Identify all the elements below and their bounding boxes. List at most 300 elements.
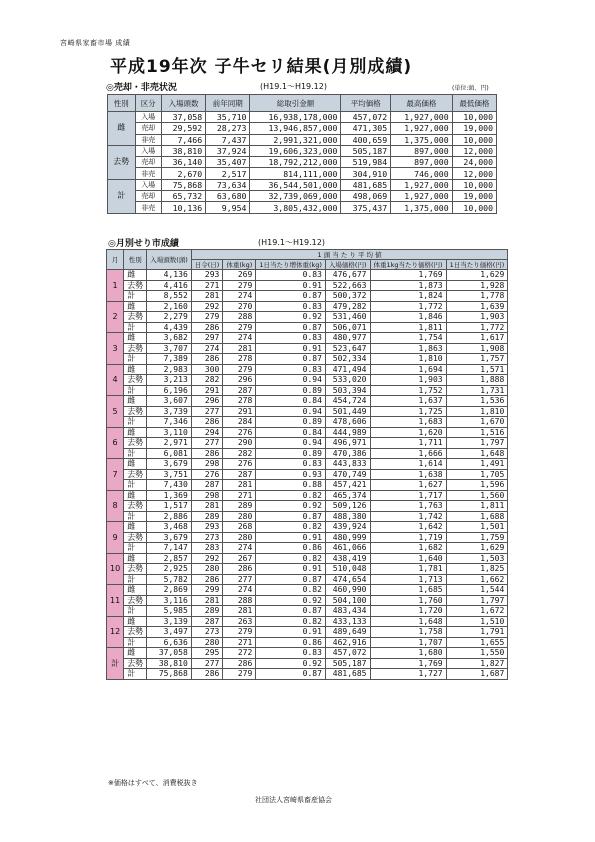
pkg-cell: 1,717 xyxy=(370,490,446,501)
col-total: 総取引金額 xyxy=(250,95,341,112)
heads-cell: 2,857 xyxy=(147,553,192,564)
pday-cell: 1,501 xyxy=(446,522,508,533)
table-row xyxy=(107,406,508,417)
pday-cell: 1,811 xyxy=(446,501,508,512)
avg-cell: 505,187 xyxy=(341,145,391,156)
heads-cell: 75,868 xyxy=(147,669,192,680)
age-cell: 298 xyxy=(191,459,223,470)
price-cell: 522,663 xyxy=(325,280,370,291)
heads-cell: 3,679 xyxy=(147,459,192,470)
sex-cell: 雌 xyxy=(124,490,147,501)
weight-cell: 274 xyxy=(223,543,256,554)
pkg-cell: 1,713 xyxy=(370,574,446,585)
section2-period: (H19.1〜H19.12) xyxy=(258,238,325,247)
table-row xyxy=(107,301,508,312)
weight-cell: 286 xyxy=(223,658,256,669)
heads-cell: 7,389 xyxy=(147,354,192,365)
weight-cell: 274 xyxy=(223,291,256,302)
gain-cell: 0.86 xyxy=(256,637,326,648)
pkg-cell: 1,719 xyxy=(370,532,446,543)
pday-cell: 1,639 xyxy=(446,301,508,312)
gain-cell: 0.82 xyxy=(256,553,326,564)
heads-cell: 3,751 xyxy=(147,469,192,480)
pkg-cell: 1,760 xyxy=(370,595,446,606)
prev-cell: 7,437 xyxy=(206,134,250,145)
min-cell: 10,000 xyxy=(452,134,496,145)
table-header-row xyxy=(108,95,497,112)
heads-cell: 7,466 xyxy=(161,134,205,145)
pday-cell: 1,687 xyxy=(446,669,508,680)
sex-cell: 計 xyxy=(124,291,147,302)
pday-cell: 1,731 xyxy=(446,385,508,396)
weight-cell: 279 xyxy=(223,280,256,291)
sex-cell: 雌 xyxy=(124,648,147,659)
table-row xyxy=(107,490,508,501)
pday-cell: 1,655 xyxy=(446,637,508,648)
weight-cell: 274 xyxy=(223,585,256,596)
heads-cell: 37,058 xyxy=(161,112,205,123)
table-row xyxy=(107,448,508,459)
prev-cell: 37,924 xyxy=(206,145,250,156)
sex-cell: 雌 xyxy=(124,301,147,312)
age-cell: 279 xyxy=(191,312,223,323)
section1-period: (H19.1〜H19.12) xyxy=(260,82,327,91)
weight-cell: 289 xyxy=(223,501,256,512)
pkg-cell: 1,711 xyxy=(370,438,446,449)
heads-cell: 5,985 xyxy=(147,606,192,617)
total-cell: 16,938,178,000 xyxy=(250,112,341,123)
avg-cell: 481,685 xyxy=(341,179,391,190)
weight-cell: 281 xyxy=(223,343,256,354)
pkg-cell: 1,682 xyxy=(370,543,446,554)
month-cell: 1 xyxy=(107,270,124,302)
table-row xyxy=(107,522,508,533)
pkg-cell: 1,769 xyxy=(370,270,446,281)
heads-cell: 2,670 xyxy=(161,168,205,179)
gain-cell: 0.87 xyxy=(256,291,326,302)
footnote: ※価格はすべて、消費税抜き xyxy=(108,779,198,787)
price-cell: 531,460 xyxy=(325,312,370,323)
min-cell: 12,000 xyxy=(452,145,496,156)
month-cell: 3 xyxy=(107,333,124,365)
price-cell: 504,100 xyxy=(325,595,370,606)
pday-cell: 1,516 xyxy=(446,427,508,438)
avg-cell: 498,069 xyxy=(341,191,391,202)
weight-cell: 280 xyxy=(223,511,256,522)
pkg-cell: 1,758 xyxy=(370,627,446,638)
age-cell: 291 xyxy=(191,385,223,396)
sex-cell: 計 xyxy=(124,543,147,554)
sales-status-table xyxy=(107,94,497,214)
gain-cell: 0.91 xyxy=(256,280,326,291)
total-cell: 3,805,432,000 xyxy=(250,202,341,213)
sex-cell: 去勢 xyxy=(124,595,147,606)
sex-cell: 計 xyxy=(124,511,147,522)
gain-cell: 0.92 xyxy=(256,658,326,669)
sex-cell: 去勢 xyxy=(124,627,147,638)
section2-heading: ◎月別せり市成績 xyxy=(108,239,179,249)
price-cell: 488,380 xyxy=(325,511,370,522)
heads-cell: 38,810 xyxy=(147,658,192,669)
table-row xyxy=(107,417,508,428)
heads-cell: 8,552 xyxy=(147,291,192,302)
pday-cell: 1,629 xyxy=(446,543,508,554)
weight-cell: 290 xyxy=(223,438,256,449)
table-row xyxy=(108,157,497,168)
pday-cell: 1,797 xyxy=(446,595,508,606)
age-cell: 293 xyxy=(191,270,223,281)
pday-cell: 1,629 xyxy=(446,270,508,281)
pkg-cell: 1,810 xyxy=(370,354,446,365)
pkg-cell: 1,769 xyxy=(370,658,446,669)
sex-cell: 雌 xyxy=(124,522,147,533)
age-cell: 299 xyxy=(191,585,223,596)
sex-cell: 雌 xyxy=(124,333,147,344)
pkg-cell: 1,903 xyxy=(370,375,446,386)
max-cell: 897,000 xyxy=(391,157,453,168)
age-cell: 286 xyxy=(191,354,223,365)
age-cell: 297 xyxy=(191,333,223,344)
weight-cell: 288 xyxy=(223,312,256,323)
table-row xyxy=(108,123,497,134)
col-price: 入場価格(円) xyxy=(325,260,370,270)
month-cell: 計 xyxy=(107,648,124,680)
sex-cell: 雌 xyxy=(124,459,147,470)
age-cell: 276 xyxy=(191,469,223,480)
table-row xyxy=(107,637,508,648)
weight-cell: 269 xyxy=(223,270,256,281)
min-cell: 19,000 xyxy=(452,191,496,202)
age-cell: 277 xyxy=(191,658,223,669)
gain-cell: 0.86 xyxy=(256,543,326,554)
col-sex: 性別 xyxy=(124,250,147,270)
pday-cell: 1,825 xyxy=(446,564,508,575)
max-cell: 1,927,000 xyxy=(391,191,453,202)
table-row xyxy=(107,438,508,449)
heads-cell: 3,707 xyxy=(147,343,192,354)
heads-cell: 4,136 xyxy=(147,270,192,281)
heads-cell: 2,279 xyxy=(147,312,192,323)
weight-cell: 282 xyxy=(223,448,256,459)
pkg-cell: 1,754 xyxy=(370,333,446,344)
age-cell: 298 xyxy=(191,490,223,501)
monthly-auction-table xyxy=(106,249,508,680)
avg-cell: 375,437 xyxy=(341,202,391,213)
month-cell: 7 xyxy=(107,459,124,491)
age-cell: 286 xyxy=(191,669,223,680)
gain-cell: 0.83 xyxy=(256,364,326,375)
weight-cell: 272 xyxy=(223,648,256,659)
gain-cell: 0.83 xyxy=(256,459,326,470)
table-row xyxy=(107,574,508,585)
gain-cell: 0.91 xyxy=(256,343,326,354)
price-cell: 509,126 xyxy=(325,501,370,512)
prev-cell: 9,954 xyxy=(206,202,250,213)
age-cell: 292 xyxy=(191,301,223,312)
table-row xyxy=(107,270,508,281)
age-cell: 289 xyxy=(191,511,223,522)
age-cell: 273 xyxy=(191,627,223,638)
age-cell: 294 xyxy=(191,427,223,438)
pkg-cell: 1,727 xyxy=(370,669,446,680)
price-cell: 471,494 xyxy=(325,364,370,375)
table-row xyxy=(108,179,497,190)
page-title: 平成19年次 子牛セリ結果(月別成績) xyxy=(110,57,413,77)
price-cell: 470,386 xyxy=(325,448,370,459)
section1-heading: ◎売却・非売状況 xyxy=(106,83,177,93)
heads-cell: 3,139 xyxy=(147,616,192,627)
table-row xyxy=(107,280,508,291)
col-group-average: 1 頭 当 た り 平 均 値 xyxy=(191,250,508,260)
heads-cell: 2,971 xyxy=(147,438,192,449)
pday-cell: 1,503 xyxy=(446,553,508,564)
gain-cell: 0.84 xyxy=(256,427,326,438)
gain-cell: 0.87 xyxy=(256,574,326,585)
prev-cell: 35,407 xyxy=(206,157,250,168)
price-cell: 454,724 xyxy=(325,396,370,407)
table-row xyxy=(107,616,508,627)
max-cell: 746,000 xyxy=(391,168,453,179)
pkg-cell: 1,846 xyxy=(370,312,446,323)
table-row xyxy=(108,202,497,213)
pday-cell: 1,688 xyxy=(446,511,508,522)
age-cell: 293 xyxy=(191,522,223,533)
price-cell: 462,916 xyxy=(325,637,370,648)
pday-cell: 1,759 xyxy=(446,532,508,543)
kubun-cell: 入場 xyxy=(135,112,161,123)
age-cell: 286 xyxy=(191,448,223,459)
price-cell: 510,048 xyxy=(325,564,370,575)
heads-cell: 2,869 xyxy=(147,585,192,596)
prev-cell: 63,680 xyxy=(206,191,250,202)
prev-cell: 35,710 xyxy=(206,112,250,123)
heads-cell: 3,679 xyxy=(147,532,192,543)
price-cell: 503,394 xyxy=(325,385,370,396)
publisher: 社団法人宮崎県畜産協会 xyxy=(255,796,332,804)
table-row xyxy=(107,648,508,659)
pday-cell: 1,510 xyxy=(446,616,508,627)
max-cell: 1,927,000 xyxy=(391,112,453,123)
gain-cell: 0.83 xyxy=(256,648,326,659)
month-cell: 4 xyxy=(107,364,124,396)
sex-cell: 計 xyxy=(124,322,147,333)
min-cell: 24,000 xyxy=(452,157,496,168)
gain-cell: 0.83 xyxy=(256,333,326,344)
gain-cell: 0.82 xyxy=(256,490,326,501)
month-cell: 6 xyxy=(107,427,124,459)
heads-cell: 6,636 xyxy=(147,637,192,648)
pkg-cell: 1,614 xyxy=(370,459,446,470)
weight-cell: 276 xyxy=(223,427,256,438)
price-cell: 438,419 xyxy=(325,553,370,564)
sex-cell: 計 xyxy=(124,669,147,680)
col-gain: 1日当たり増体重(kg) xyxy=(256,260,326,270)
sex-cell: 雌 xyxy=(124,364,147,375)
pday-cell: 1,928 xyxy=(446,280,508,291)
age-cell: 287 xyxy=(191,480,223,491)
heads-cell: 3,497 xyxy=(147,627,192,638)
weight-cell: 286 xyxy=(223,564,256,575)
table-row xyxy=(107,322,508,333)
max-cell: 897,000 xyxy=(391,145,453,156)
gain-cell: 0.84 xyxy=(256,396,326,407)
table-row xyxy=(107,585,508,596)
price-cell: 481,685 xyxy=(325,669,370,680)
pkg-cell: 1,772 xyxy=(370,301,446,312)
weight-cell: 263 xyxy=(223,616,256,627)
heads-cell: 3,739 xyxy=(147,406,192,417)
sex-cell: 雌 xyxy=(124,585,147,596)
pkg-cell: 1,824 xyxy=(370,291,446,302)
month-cell: 10 xyxy=(107,553,124,585)
price-cell: 457,421 xyxy=(325,480,370,491)
age-cell: 271 xyxy=(191,280,223,291)
gain-cell: 0.83 xyxy=(256,270,326,281)
table-row xyxy=(107,553,508,564)
weight-cell: 291 xyxy=(223,406,256,417)
heads-cell: 29,592 xyxy=(161,123,205,134)
table-row xyxy=(108,168,497,179)
sex-cell: 去勢 xyxy=(124,501,147,512)
gain-cell: 0.89 xyxy=(256,417,326,428)
pkg-cell: 1,873 xyxy=(370,280,446,291)
prev-cell: 73,634 xyxy=(206,179,250,190)
pkg-cell: 1,637 xyxy=(370,396,446,407)
price-cell: 480,977 xyxy=(325,333,370,344)
month-cell: 2 xyxy=(107,301,124,333)
min-cell: 10,000 xyxy=(452,112,496,123)
avg-cell: 471,305 xyxy=(341,123,391,134)
kubun-cell: 売却 xyxy=(135,123,161,134)
age-cell: 281 xyxy=(191,291,223,302)
gain-cell: 0.93 xyxy=(256,469,326,480)
table-row xyxy=(108,191,497,202)
table-row xyxy=(107,291,508,302)
table-row xyxy=(107,343,508,354)
weight-cell: 280 xyxy=(223,532,256,543)
avg-cell: 519,984 xyxy=(341,157,391,168)
price-cell: 439,924 xyxy=(325,522,370,533)
total-cell: 36,544,501,000 xyxy=(250,179,341,190)
pday-cell: 1,888 xyxy=(446,375,508,386)
weight-cell: 278 xyxy=(223,396,256,407)
pkg-cell: 1,685 xyxy=(370,585,446,596)
pkg-cell: 1,763 xyxy=(370,501,446,512)
price-cell: 500,372 xyxy=(325,291,370,302)
price-cell: 479,282 xyxy=(325,301,370,312)
avg-cell: 304,910 xyxy=(341,168,391,179)
age-cell: 286 xyxy=(191,574,223,585)
table-row xyxy=(107,501,508,512)
min-cell: 10,000 xyxy=(452,202,496,213)
col-heads: 入場頭数 xyxy=(161,95,205,112)
gain-cell: 0.89 xyxy=(256,448,326,459)
gain-cell: 0.82 xyxy=(256,585,326,596)
heads-cell: 5,782 xyxy=(147,574,192,585)
col-month: 月 xyxy=(107,250,124,270)
total-cell: 32,739,069,000 xyxy=(250,191,341,202)
month-cell: 11 xyxy=(107,585,124,617)
age-cell: 286 xyxy=(191,322,223,333)
weight-cell: 268 xyxy=(223,522,256,533)
sex-cell: 去勢 xyxy=(108,145,136,179)
price-cell: 457,072 xyxy=(325,648,370,659)
weight-cell: 287 xyxy=(223,385,256,396)
sex-cell: 去勢 xyxy=(124,375,147,386)
heads-cell: 10,136 xyxy=(161,202,205,213)
pkg-cell: 1,725 xyxy=(370,406,446,417)
weight-cell: 279 xyxy=(223,627,256,638)
kubun-cell: 非売 xyxy=(135,134,161,145)
sex-cell: 計 xyxy=(124,574,147,585)
gain-cell: 0.82 xyxy=(256,616,326,627)
kubun-cell: 入場 xyxy=(135,179,161,190)
gain-cell: 0.89 xyxy=(256,385,326,396)
weight-cell: 281 xyxy=(223,606,256,617)
col-weight: 体重(kg) xyxy=(223,260,256,270)
pday-cell: 1,903 xyxy=(446,312,508,323)
sex-cell: 去勢 xyxy=(124,658,147,669)
weight-cell: 270 xyxy=(223,301,256,312)
heads-cell: 2,886 xyxy=(147,511,192,522)
heads-cell: 4,439 xyxy=(147,322,192,333)
weight-cell: 279 xyxy=(223,364,256,375)
table-row xyxy=(107,480,508,491)
gain-cell: 0.87 xyxy=(256,354,326,365)
heads-cell: 7,430 xyxy=(147,480,192,491)
price-cell: 496,971 xyxy=(325,438,370,449)
pkg-cell: 1,720 xyxy=(370,606,446,617)
price-cell: 460,990 xyxy=(325,585,370,596)
table-row xyxy=(107,532,508,543)
heads-cell: 2,160 xyxy=(147,301,192,312)
heads-cell: 3,213 xyxy=(147,375,192,386)
pkg-cell: 1,640 xyxy=(370,553,446,564)
age-cell: 273 xyxy=(191,532,223,543)
max-cell: 1,927,000 xyxy=(391,179,453,190)
pkg-cell: 1,811 xyxy=(370,322,446,333)
sex-cell: 去勢 xyxy=(124,532,147,543)
pkg-cell: 1,666 xyxy=(370,448,446,459)
gain-cell: 0.88 xyxy=(256,480,326,491)
weight-cell: 267 xyxy=(223,553,256,564)
price-cell: 465,374 xyxy=(325,490,370,501)
sex-cell: 計 xyxy=(124,417,147,428)
gain-cell: 0.82 xyxy=(256,522,326,533)
table-row xyxy=(107,385,508,396)
pkg-cell: 1,620 xyxy=(370,427,446,438)
gain-cell: 0.91 xyxy=(256,532,326,543)
total-cell: 19,606,323,000 xyxy=(250,145,341,156)
pday-cell: 1,571 xyxy=(446,364,508,375)
pday-cell: 1,797 xyxy=(446,438,508,449)
col-avg: 平均価格 xyxy=(341,95,391,112)
total-cell: 18,792,212,000 xyxy=(250,157,341,168)
age-cell: 295 xyxy=(191,648,223,659)
sex-cell: 雌 xyxy=(124,553,147,564)
age-cell: 280 xyxy=(191,637,223,648)
sex-cell: 雌 xyxy=(124,427,147,438)
table-row xyxy=(107,427,508,438)
avg-cell: 400,659 xyxy=(341,134,391,145)
price-cell: 506,071 xyxy=(325,322,370,333)
pday-cell: 1,536 xyxy=(446,396,508,407)
price-cell: 443,833 xyxy=(325,459,370,470)
weight-cell: 296 xyxy=(223,375,256,386)
pday-cell: 1,550 xyxy=(446,648,508,659)
pday-cell: 1,560 xyxy=(446,490,508,501)
heads-cell: 1,517 xyxy=(147,501,192,512)
